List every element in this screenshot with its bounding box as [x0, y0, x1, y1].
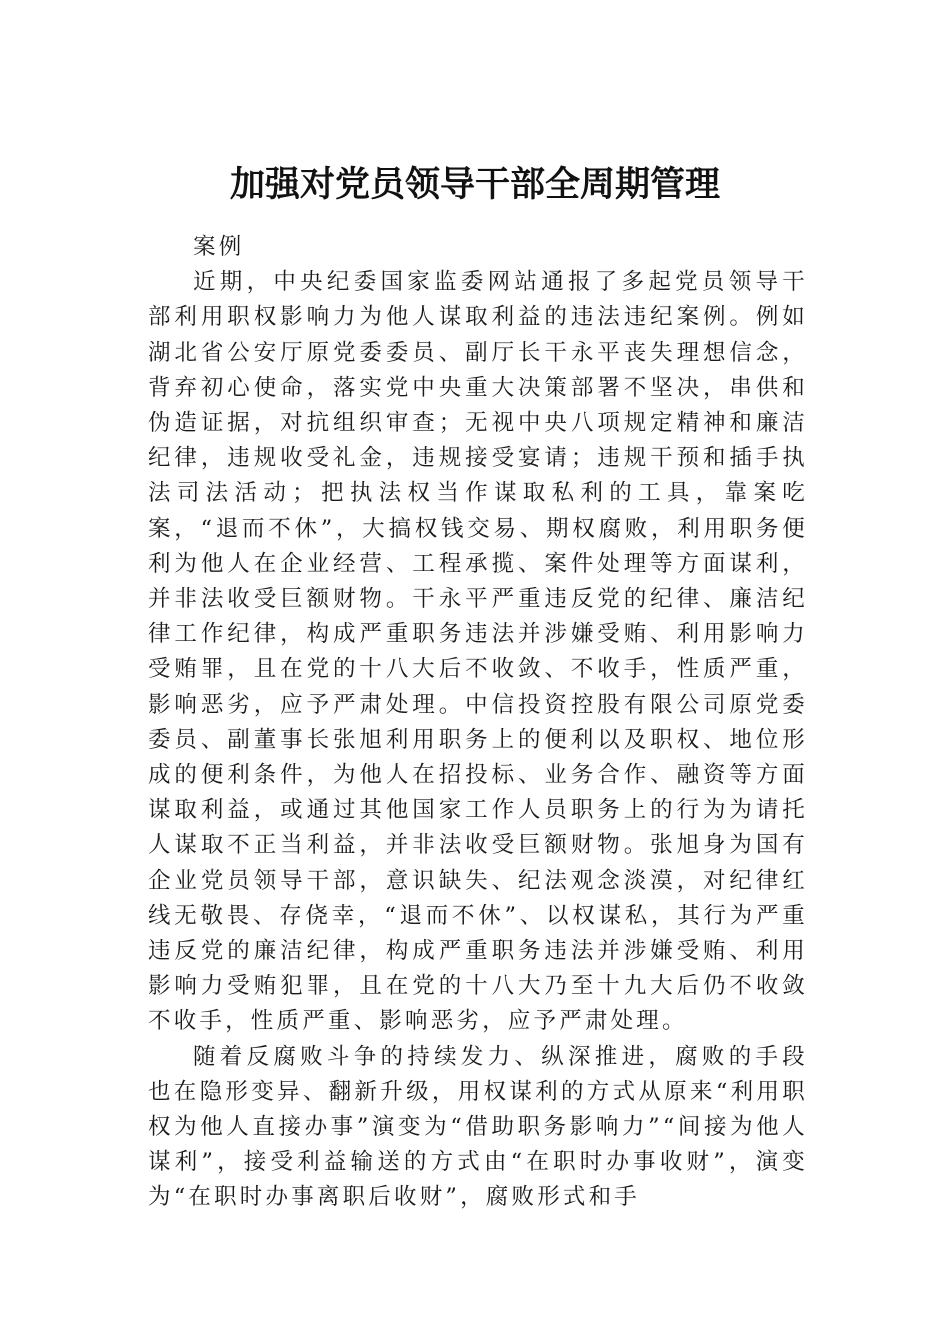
paragraph-case-details: 近期，中央纪委国家监委网站通报了多起党员领导干部利用职权影响力为他人谋取利益的违法违纪案例。例如湖北省公安厅原党委委员、副厅长干永平丧失理想信念，背弃初心使命，落实党中央重大决策部署不坚决，串供和伪造证据，对抗组织审查；无视中央八项规定精神和廉洁纪律，违规收受礼金，违规接受宴请；违规干预和插手执法司法活动；把执法权当作谋取私利的工具，靠案吃案，“退而不休”，大搞权钱交易、期权腐败，利用职务便利为他人在企业经营、工程承揽、案件处理等方面谋利，并非法收受巨额财物。干永平严重违反党的纪律、廉洁纪律工作纪律，构成严重职务违法并涉嫌受贿、利用影响力受贿罪，且在党的十八大后不收敛、不收手，性质严重，影响恶劣，应予严肃处理。中信投资控股有限公司原党委委员、副董事长张旭利用职务上的便利以及职权、地位形成的便利条件，为他人在招投标、业务合作、融资等方面谋取利益，或通过其他国家工作人员职务上的行为为请托人谋取不正当利益，并非法收受巨额财物。张旭身为国有企业党员领导干部，意识缺失、纪法观念淡漠，对纪律红线无敬畏、存侥幸，“退而不休”、以权谋私，其行为严重违反党的廉洁纪律，构成严重职务违法并涉嫌受贿、利用影响力受贿犯罪，且在党的十八大乃至十九大后仍不收敛不收手，性质严重、影响恶劣，应予严肃处理。: [148, 269, 808, 1035]
document-body: [148, 230, 808, 1216]
section-label: 案例: [193, 234, 245, 260]
document-title: 加强对党员领导干部全周期管理: [229, 164, 720, 205]
paragraph-analysis: 随着反腐败斗争的持续发力、纵深推进，腐败的手段也在隐形变异、翻新升级，用权谋利的方式从原来“利用职权为他人直接办事”演变为“借助职务影响力”“间接为他人谋利”，接受利益输送的方式由“在职时办事收财”，演变为“在职时办事离职后收财”，腐败形式和手: [148, 1043, 808, 1211]
